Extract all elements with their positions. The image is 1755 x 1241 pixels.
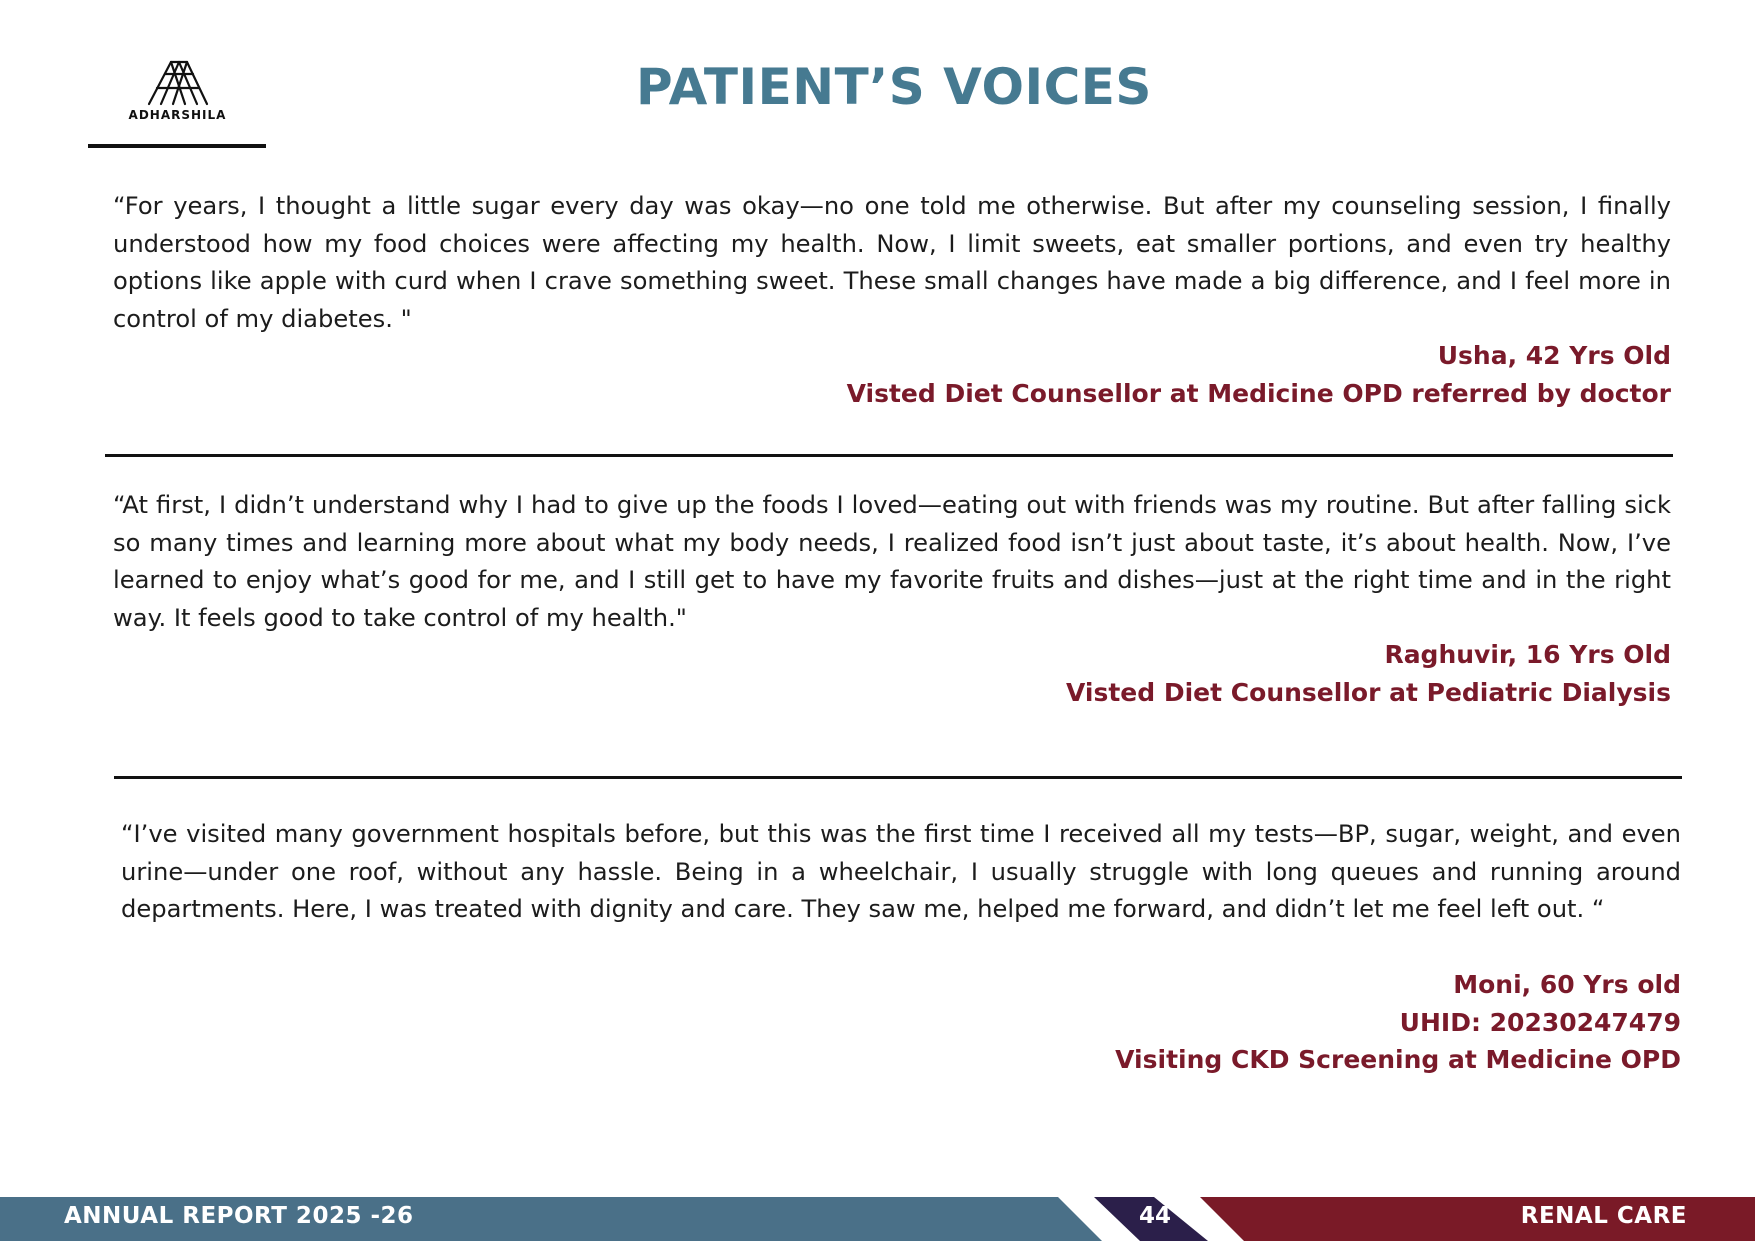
testimonial-quote-1: “For years, I thought a little sugar every day was okay—no one told me otherwise. But after my counseling session, I finally understood how my food choices were affecting my health. Now, I limit sweets, eat smaller portions, and even try healthy options like apple with curd when I crave something sweet. These small changes have made a big difference, and I feel more in control of my diabetes. " — [113, 192, 1671, 333]
logo-underline — [88, 144, 266, 148]
testimonial-context-3: Visiting CKD Screening at Medicine OPD — [1115, 1045, 1681, 1074]
logo-wordmark: ADHARSHILA — [128, 108, 227, 122]
testimonial-quote-3: “I’ve visited many government hospitals before, but this was the first time I received all my tests—BP, sugar, weight, and even urine—under one roof, without any hassle. Being in a wheelchair, I usually struggle with long queues and running around departments. Here, I was treated with dignity and care. They saw me, helped me forward, and didn’t let me feel left out. “ — [121, 820, 1681, 923]
page-title: PATIENT’S VOICES — [636, 58, 1152, 116]
testimonial-name-2: Raghuvir, 16 Yrs Old — [1384, 640, 1671, 669]
testimonial-context-2: Visted Diet Counsellor at Pediatric Dialysis — [1066, 678, 1671, 707]
section-divider-1 — [105, 454, 1673, 457]
testimonial-context-1: Visted Diet Counsellor at Medicine OPD referred by doctor — [846, 379, 1671, 408]
page-number: 44 — [1138, 1203, 1171, 1229]
footer-bar — [0, 1197, 1755, 1241]
footer-section-title: RENAL CARE — [1520, 1203, 1687, 1229]
testimonial-name-1: Usha, 42 Yrs Old — [1437, 341, 1671, 370]
testimonial-name-3: Moni, 60 Yrs old — [1453, 970, 1681, 999]
footer-report-title: ANNUAL REPORT 2025 -26 — [64, 1203, 414, 1229]
testimonial-quote-2: “At first, I didn’t understand why I had to give up the foods I loved—eating out with friends was my routine. But after falling sick so many times and learning more about what my body needs, I realized food isn’t just about taste, it’s about health. Now, I’ve learned to enjoy what’s good for me, and I still get to have my favorite fruits and dishes—just at the right time and in the right way. It feels good to take control of my health." — [113, 491, 1671, 632]
section-divider-2 — [114, 776, 1682, 779]
testimonial-uhid-3: UHID: 20230247479 — [1399, 1008, 1681, 1037]
